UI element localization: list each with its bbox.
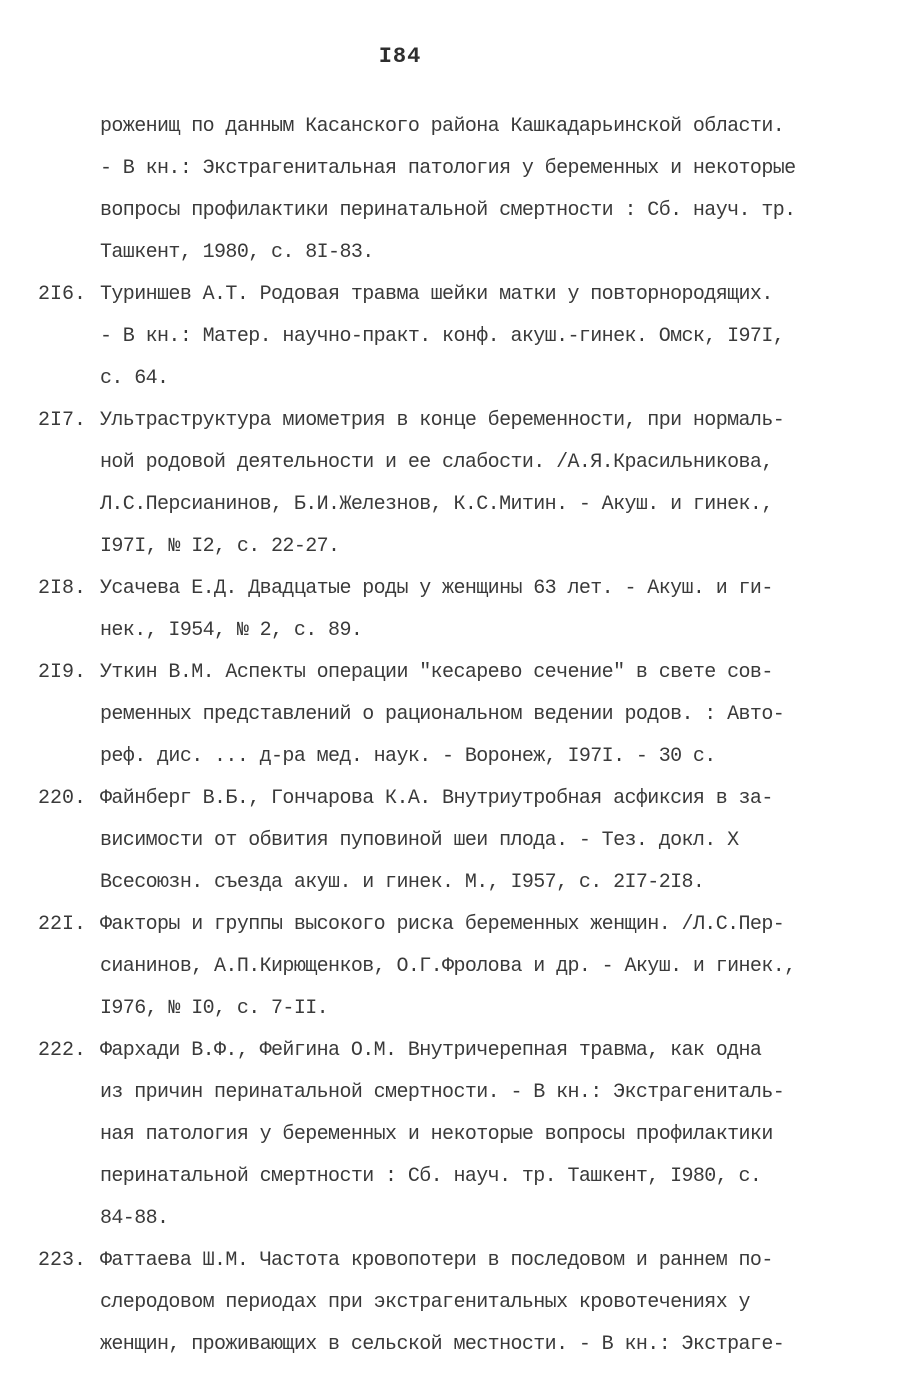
- bibliography-entry: [38, 778, 898, 904]
- entry-text-line: Ультраструктура миометрия в конце беременности, при нормаль-: [100, 409, 785, 432]
- entry-text-line: I97I, № I2, с. 22-27.: [100, 535, 340, 558]
- entry-number: 2I8.: [38, 577, 87, 600]
- bibliography-list: [38, 106, 898, 1366]
- entry-number: 220.: [38, 787, 87, 810]
- entry-text-line: роженищ по данным Касанского района Кашкадарьинской области.: [100, 115, 785, 138]
- entry-text-line: I976, № I0, с. 7-II.: [100, 997, 329, 1020]
- entry-text-line: Ташкент, 1980, с. 8I-83.: [100, 241, 374, 264]
- entry-text-line: перинатальной смертности : Сб. науч. тр. Ташкент, I980, с.: [100, 1165, 762, 1188]
- bibliography-entry: [38, 400, 898, 568]
- bibliography-entry: [38, 652, 898, 778]
- entry-text-line: 84-88.: [100, 1207, 169, 1230]
- entry-text-line: из причин перинатальной смертности. - В кн.: Экстрагениталь-: [100, 1081, 785, 1104]
- entry-text-line: Файнберг В.Б., Гончарова К.А. Внутриутробная асфиксия в за-: [100, 787, 773, 810]
- entry-text-line: ной родовой деятельности и ее слабости. /А.Я.Красильникова,: [100, 451, 773, 474]
- entry-number: 2I6.: [38, 283, 87, 306]
- entry-text-line: слеродовом периодах при экстрагенитальных кровотечениях у: [100, 1291, 750, 1314]
- entry-number: 22I.: [38, 913, 87, 936]
- bibliography-entry: [38, 106, 898, 274]
- entry-text-line: с. 64.: [100, 367, 169, 390]
- entry-number: 222.: [38, 1039, 87, 1062]
- entry-text-line: Всесоюзн. съезда акуш. и гинек. М., I957, с. 2I7-2I8.: [100, 871, 705, 894]
- entry-text-line: нек., I954, № 2, с. 89.: [100, 619, 363, 642]
- entry-text-line: Л.С.Персианинов, Б.И.Железнов, К.С.Митин. - Акуш. и гинек.,: [100, 493, 773, 516]
- entry-text-line: висимости от обвития пуповиной шеи плода. - Тез. докл. X: [100, 829, 739, 852]
- entry-text-line: Уткин В.М. Аспекты операции "кесарево сечение" в свете сов-: [100, 661, 773, 684]
- entry-text-line: - В кн.: Экстрагенитальная патология у беременных и некоторые: [100, 157, 796, 180]
- entry-number: 2I9.: [38, 661, 87, 684]
- entry-text-line: ная патология у беременных и некоторые вопросы профилактики: [100, 1123, 773, 1146]
- bibliography-entry: [38, 568, 898, 652]
- entry-text-line: Фаттаева Ш.М. Частота кровопотери в последовом и раннем по-: [100, 1249, 773, 1272]
- page-number: I84: [378, 44, 422, 69]
- entry-text-line: сианинов, А.П.Кирющенков, О.Г.Фролова и др. - Акуш. и гинек.,: [100, 955, 796, 978]
- bibliography-entry: [38, 904, 898, 1030]
- bibliography-entry: [38, 274, 898, 400]
- entry-number: 2I7.: [38, 409, 87, 432]
- entry-number: 223.: [38, 1249, 87, 1272]
- bibliography-entry: [38, 1240, 898, 1366]
- entry-text-line: Усачева Е.Д. Двадцатые роды у женщины 63 лет. - Акуш. и ги-: [100, 577, 773, 600]
- entry-text-line: Факторы и группы высокого риска беременных женщин. /Л.С.Пер-: [100, 913, 785, 936]
- entry-text-line: вопросы профилактики перинатальной смертности : Сб. науч. тр.: [100, 199, 796, 222]
- entry-text-line: реф. дис. ... д-ра мед. наук. - Воронеж, I97I. - 30 с.: [100, 745, 716, 768]
- entry-text-line: ременных представлений о рациональном ведении родов. : Авто-: [100, 703, 785, 726]
- entry-text-line: Фархади В.Ф., Фейгина О.М. Внутричерепная травма, как одна: [100, 1039, 762, 1062]
- entry-text-line: Туриншев А.Т. Родовая травма шейки матки у повторнородящих.: [100, 283, 773, 306]
- bibliography-entry: [38, 1030, 898, 1240]
- entry-text-line: женщин, проживающих в сельской местности. - В кн.: Экстраге-: [100, 1333, 785, 1356]
- entry-text-line: - В кн.: Матер. научно-практ. конф. акуш.-гинек. Омск, I97I,: [100, 325, 785, 348]
